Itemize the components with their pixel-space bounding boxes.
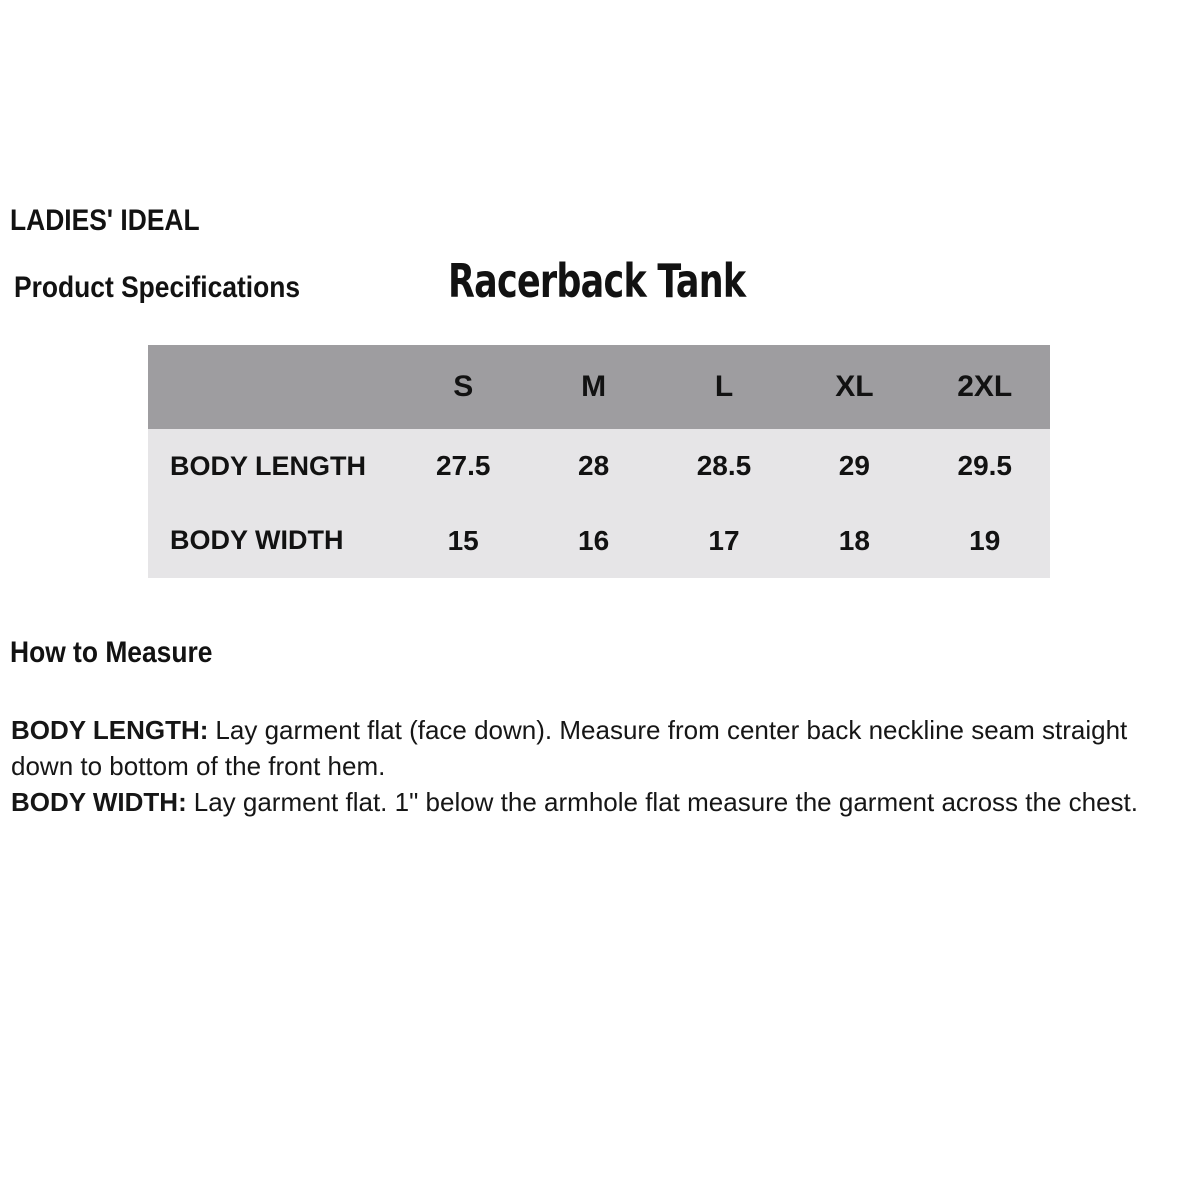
body-length-value-xl: 29 bbox=[838, 450, 870, 482]
size-chart-corner-cell bbox=[148, 345, 398, 429]
row-label-body-width: BODY WIDTH bbox=[170, 525, 344, 556]
table-row-body-length bbox=[148, 429, 1050, 504]
size-chart-col-header-2xl: 2XL bbox=[957, 370, 1013, 403]
body-width-instruction-line bbox=[11, 784, 1200, 820]
size-chart-col-header-m: M bbox=[581, 370, 607, 403]
body-width-value-s: 15 bbox=[447, 524, 479, 556]
how-to-measure-heading bbox=[10, 635, 240, 671]
size-chart-table bbox=[148, 345, 1050, 578]
size-chart-col-header-s: S bbox=[453, 370, 474, 403]
body-length-instruction-text: Lay garment flat (face down). Measure from center back neckline seam straight bbox=[215, 715, 1128, 745]
size-chart-col-header-l: L bbox=[714, 370, 734, 403]
body-length-value-l: 28.5 bbox=[696, 450, 752, 482]
body-length-instruction-line-1 bbox=[11, 712, 1200, 748]
body-length-instruction-line-2: down to bottom of the front hem. bbox=[11, 751, 386, 781]
row-label-body-length: BODY LENGTH bbox=[170, 450, 367, 481]
section-label-text: Product Specifications bbox=[14, 271, 301, 304]
brand-heading-text: LADIES' IDEAL bbox=[10, 204, 200, 237]
size-chart-header-row bbox=[148, 345, 1050, 429]
body-width-value-xl: 18 bbox=[838, 524, 870, 556]
section-label bbox=[14, 270, 339, 306]
body-width-value-l: 17 bbox=[708, 524, 740, 556]
body-length-value-2xl: 29.5 bbox=[957, 450, 1012, 482]
product-title: Racerback Tank bbox=[448, 254, 746, 308]
body-length-value-m: 28 bbox=[578, 450, 610, 482]
body-width-instruction-label: BODY WIDTH: bbox=[11, 787, 187, 817]
body-length-instruction-label: BODY LENGTH: bbox=[11, 715, 209, 745]
body-length-value-s: 27.5 bbox=[435, 450, 491, 482]
table-row-body-width bbox=[148, 504, 1050, 579]
size-chart-col-header-xl: XL bbox=[835, 370, 874, 403]
how-to-measure-body bbox=[11, 712, 1200, 820]
how-to-measure-heading-text: How to Measure bbox=[10, 636, 213, 669]
body-width-instruction-text: Lay garment flat. 1" below the armhole flat measure the garment across the chest. bbox=[193, 787, 1138, 817]
body-width-value-2xl: 19 bbox=[969, 524, 1001, 556]
body-width-value-m: 16 bbox=[578, 524, 610, 556]
brand-heading bbox=[10, 203, 225, 239]
